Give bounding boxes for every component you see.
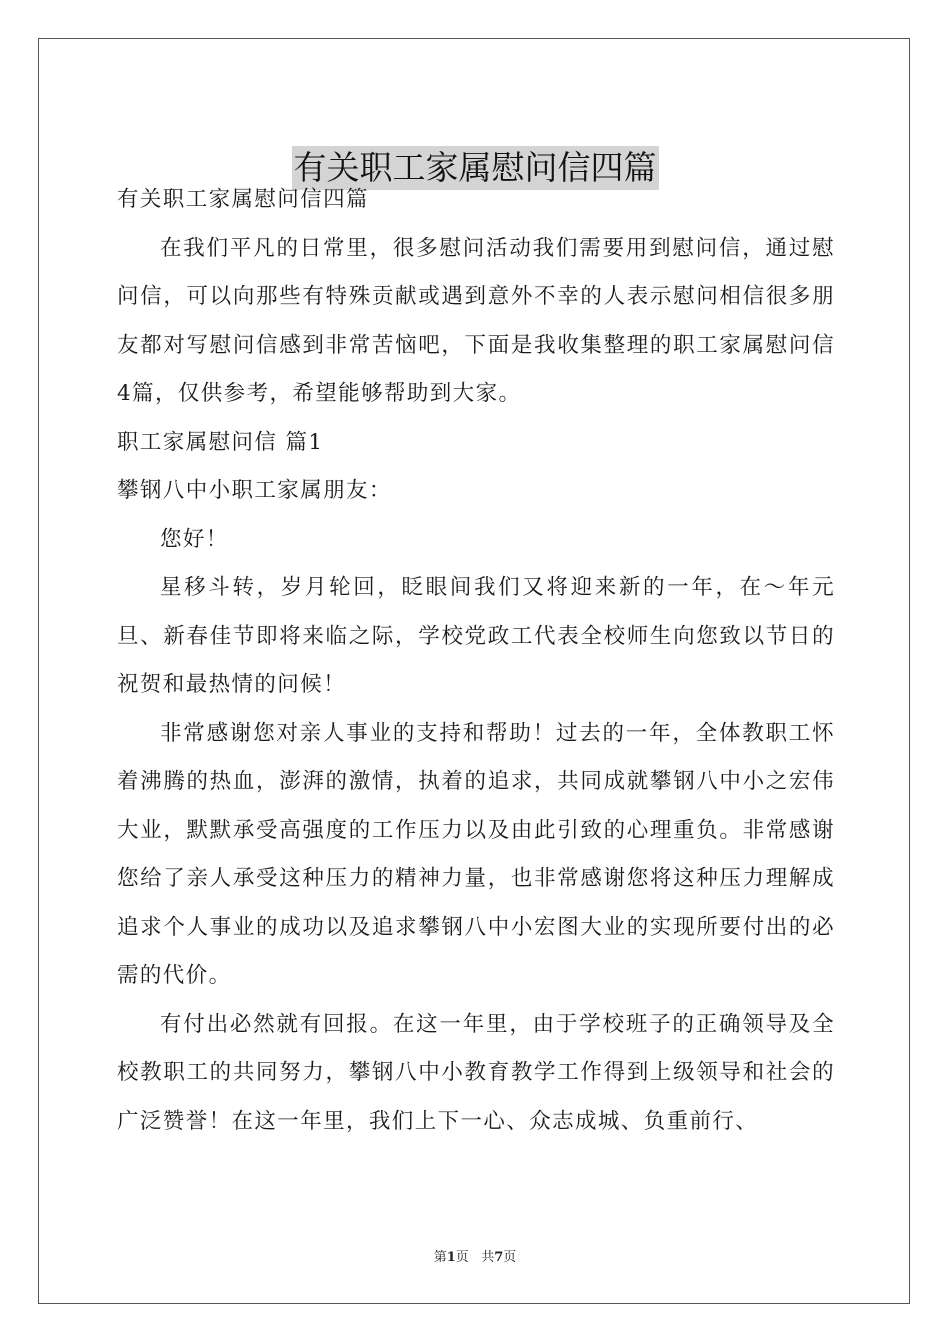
paragraph: 星移斗转，岁月轮回，眨眼间我们又将迎来新的一年，在～年元旦、新春佳节即将来临之际，学校党政工代表全校师生向您致以节日的祝贺和最热情的问候！ [117,575,835,697]
paragraph: 非常感谢您对亲人事业的支持和帮助！过去的一年，全体教职工怀着沸腾的热血，澎湃的激情，执着的追求，共同成就攀钢八中小之宏伟大业，默默承受高强度的工作压力以及由此引致的心理重负。非常感谢您给了亲人承受这种压力的精神力量，也非常感谢您将这种压力理解成追求个人事业的成功以及追求攀钢八中小宏图大业的实现所要付出的必需的代价。 [117,720,835,988]
footer-page-number: 1 [446,1250,456,1265]
footer-prefix: 第 [433,1250,447,1265]
footer-total-prefix: 共 [481,1250,495,1265]
section-heading: 职工家属慰问信 篇1 [117,429,324,455]
greeting: 您好！ [160,526,229,552]
paragraph: 在我们平凡的日常里，很多慰问活动我们需要用到慰问信，通过慰问信，可以向那些有特殊贡献或遇到意外不幸的人表示慰问相信很多朋友都对写慰问信感到非常苦恼吧，下面是我收集整理的职工家属慰问信4篇，仅供参考，希望能够帮助到大家。 [117,235,835,406]
footer-page-suffix: 页 [455,1250,469,1265]
paragraph: 有关职工家属慰问信四篇 [117,187,369,212]
document-title: 有关职工家属慰问信四篇 [292,146,659,190]
paragraph: 有付出必然就有回报。在这一年里，由于学校班子的正确领导及全校教职工的共同努力，攀钢八中小教育教学工作得到上级领导和社会的广泛赞誉！在这一年里，我们上下一心、众志成城、负重前行、 [117,1011,835,1134]
footer-total-pages: 7 [494,1250,504,1265]
page-footer [0,1246,950,1265]
document-body [117,176,835,1146]
salutation: 攀钢八中小职工家属朋友： [117,478,392,503]
footer-total-suffix: 页 [503,1250,517,1265]
